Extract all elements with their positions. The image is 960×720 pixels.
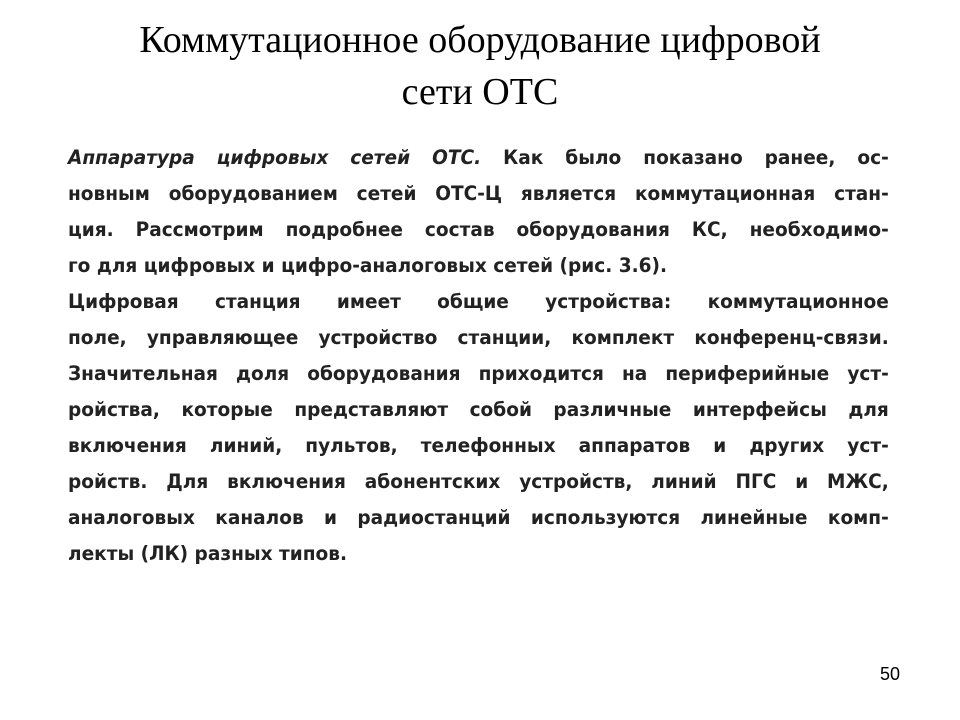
paragraph-1-line-4: го для цифровых и цифро-аналоговых сетей (рис. 3.6).: [68, 254, 668, 277]
paragraph-2-line-5: включения линий, пультов, телефонных аппаратов и других уст-: [68, 434, 889, 457]
paragraph-1-line-1-text: Как было показано ранее, ос-: [481, 146, 889, 169]
slide-title: [0, 14, 960, 118]
paragraph-2-line-2: поле, управляющее устройство станции, комплект конференц-связи.: [68, 326, 889, 349]
slide-title-line-2: сети ОТС: [401, 71, 559, 113]
paragraph-2-line-4: ройства, которые представляют собой различные интерфейсы для: [68, 398, 889, 421]
paragraph-2-line-7: аналоговых каналов и радиостанций используются линейные комп-: [68, 506, 889, 529]
paragraph-1-line-1: [68, 140, 889, 176]
page-number: 50: [879, 664, 900, 684]
scanned-text-block: [68, 140, 932, 572]
slide-title-line-1: Коммутационное оборудование цифровой: [139, 19, 821, 61]
paragraph-2-line-1: Цифровая станция имеет общие устройства: коммутационное: [68, 290, 889, 313]
paragraph-2-line-8: лекты (ЛК) разных типов.: [68, 542, 348, 565]
paragraph-2-line-3: Значительная доля оборудования приходится на периферийные уст-: [68, 362, 889, 385]
paragraph-1-line-2: новным оборудованием сетей ОТС-Ц является коммутационная стан-: [68, 182, 889, 205]
paragraph-2-line-6: ройств. Для включения абонентских устройств, линий ПГС и МЖС,: [68, 470, 889, 493]
paragraph-1-lead: Аппаратура цифровых сетей ОТС.: [68, 146, 482, 169]
paragraph-1-line-3: ция. Рассмотрим подробнее состав оборудования КС, необходимо-: [68, 218, 889, 241]
